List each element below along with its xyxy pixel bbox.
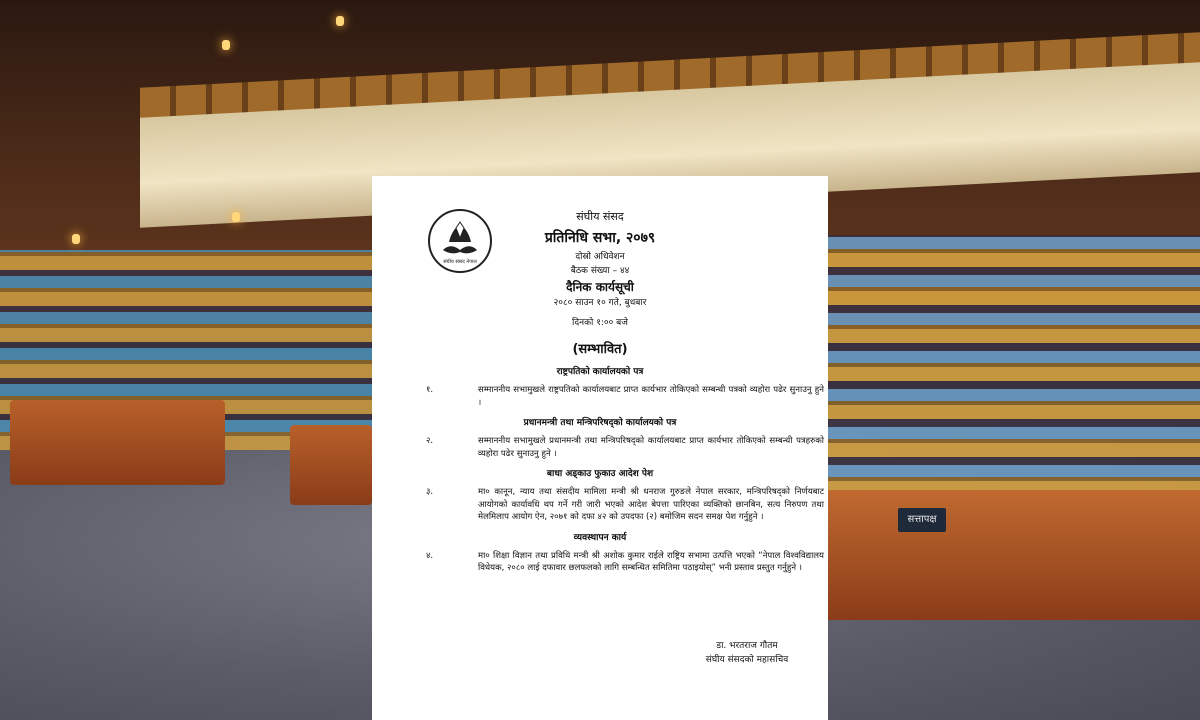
document-time: दिनको १:०० बजे bbox=[572, 318, 628, 328]
agenda-item bbox=[372, 486, 828, 524]
item-text: मा० शिक्षा विज्ञान तथा प्रविधि मन्त्री श्री अशोक कुमार राईले राष्ट्रिय सभामा उत्पत्ति भएको “नेपाल विश्वविद्यालय विधेयक, २०८० लाई दफावार छलफलको लागि सम्बन्धित समितिमा पठाइयोस्” भनी प्रस्ताव प्रस्तुत गर्नुहुने । bbox=[478, 550, 824, 573]
item-text: मा० कानून, न्याय तथा संसदीय मामिला मन्त्री श्री धनराज गुरुङले नेपाल सरकार, मन्त्रिपरिषद्को निर्णयबाट आयोगको कार्यावधि थप गर्ने गरी जारी भएको आदेश बेपत्ता पारिएका व्यक्तिको छानबिन, सत्य निरुपण तथा मेलमिलाप आयोग ऐन, २०७१ को दफा ४२ को उपदफा (२) बमोजिम सदन समक्ष पेश गर्नुहुने । bbox=[478, 487, 824, 522]
agenda-section bbox=[372, 366, 828, 409]
meeting-number: बैठक संख्या – ४४ bbox=[570, 266, 630, 276]
document-title: दैनिक कार्यसूची bbox=[566, 280, 634, 294]
emblem-caption: संघीय संसद नेपाल bbox=[443, 259, 477, 265]
desk-left-small bbox=[290, 425, 372, 505]
section-title: प्रधानमन्त्री तथा मन्त्रिपरिषद्को कार्यालयको पत्र bbox=[523, 418, 677, 428]
agenda-item bbox=[372, 384, 828, 409]
signatory-title: संघीय संसदको महासचिव bbox=[705, 655, 789, 665]
document-status: (सम्भावित) bbox=[572, 342, 628, 357]
item-number: १. bbox=[426, 385, 434, 395]
desk-label: सत्तापक्ष bbox=[898, 508, 946, 532]
signatory-name: डा. भरतराज गौतम bbox=[716, 641, 778, 651]
section-title: राष्ट्रपतिको कार्यालयको पत्र bbox=[556, 367, 644, 377]
section-title: व्यवस्थापन कार्य bbox=[573, 532, 627, 543]
agenda-section bbox=[372, 532, 828, 575]
section-title: बाधा अड्काउ फुकाउ आदेश पेश bbox=[546, 469, 654, 479]
item-number: ४. bbox=[426, 550, 434, 561]
wall-light-icon bbox=[336, 16, 344, 26]
seats-right bbox=[828, 235, 1200, 495]
wall-light-icon bbox=[72, 234, 80, 244]
session-label: दोस्रो अधिवेशन bbox=[575, 252, 625, 262]
wall-light-icon bbox=[232, 212, 240, 222]
desk-left bbox=[10, 400, 225, 485]
document-date: २०८० साउन १० गते, बुधबार bbox=[553, 298, 647, 308]
house-name: प्रतिनिधि सभा, २०७९ bbox=[544, 230, 656, 246]
desk-right bbox=[828, 490, 1200, 620]
item-number: २. bbox=[426, 436, 434, 446]
item-number: ३. bbox=[426, 487, 434, 497]
signature-block bbox=[672, 639, 822, 667]
agenda-item bbox=[372, 435, 828, 460]
item-text: सम्माननीय सभामुखले राष्ट्रपतिको कार्यालयबाट प्राप्त कार्यभार तोकिएको सम्बन्धी पत्रको व्यहोरा पढेर सुनाउनु हुने । bbox=[478, 385, 824, 408]
agenda-sections bbox=[372, 366, 828, 583]
daily-agenda-document bbox=[372, 176, 828, 720]
item-text: सम्माननीय सभामुखले प्रधानमन्त्री तथा मन्त्रिपरिषद्को कार्यालयबाट प्राप्त कार्यभार तोकिएको सम्बन्धी पत्रहरुको व्यहोरा पढेर सुनाउनु हुने । bbox=[478, 436, 824, 459]
org-name: संघीय संसद bbox=[576, 210, 624, 223]
document-header bbox=[372, 210, 828, 359]
agenda-section bbox=[372, 468, 828, 524]
agenda-section bbox=[372, 417, 828, 460]
wall-light-icon bbox=[222, 40, 230, 50]
agenda-item bbox=[372, 550, 828, 575]
